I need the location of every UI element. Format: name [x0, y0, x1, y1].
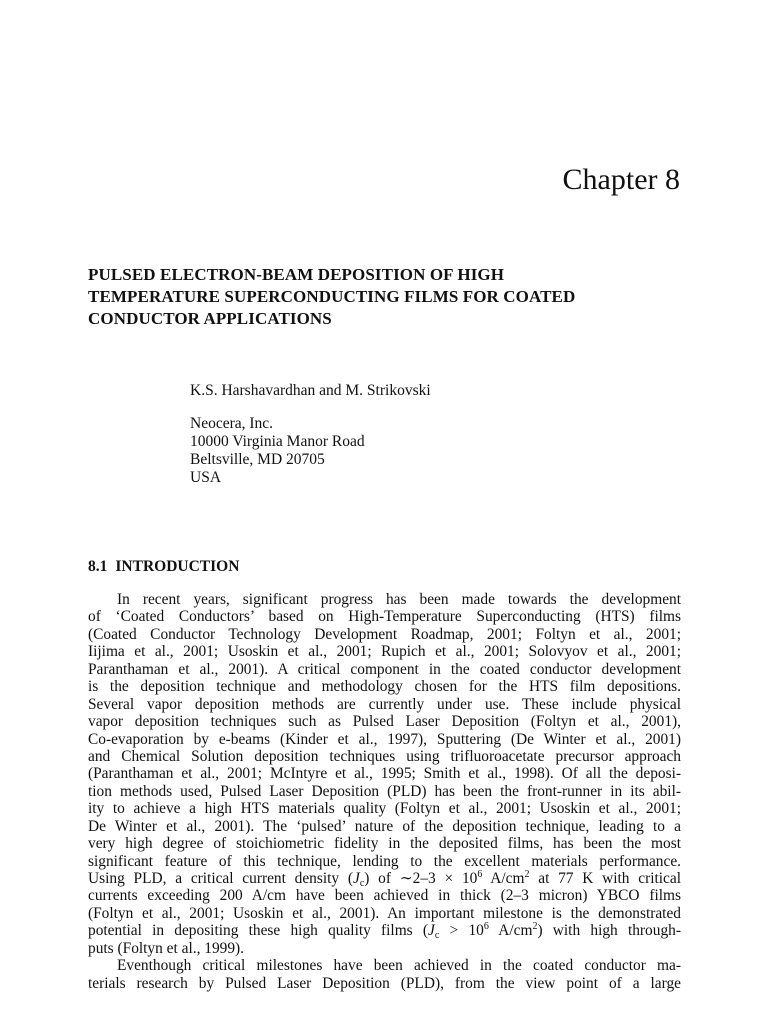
text-run: Using PLD, a critical current density ( — [88, 870, 353, 887]
chapter-title-line: TEMPERATURE SUPERCONDUCTING FILMS FOR COATED — [88, 287, 576, 306]
section-title: INTRODUCTION — [115, 558, 240, 575]
body-line: Co-evaporation by e-beams (Kinder et al., 1997), Sputtering (De Winter et al., 2001) — [88, 730, 681, 748]
body-line: Eventhough critical milestones have been achieved in the coated conductor ma- — [117, 957, 681, 975]
body-line: (Coated Conductor Technology Development Roadmap, 2001; Foltyn et al., 2001; — [88, 625, 681, 643]
chapter-label: Chapter 8 — [562, 163, 680, 196]
body-line: ity to achieve a high HTS materials quality (Foltyn et al., 2001; Usoskin et al., 2001; — [88, 800, 681, 818]
body-line: (Paranthaman et al., 2001; McIntyre et al., 1995; Smith et al., 1998). Of all the deposi- — [88, 765, 681, 783]
text-run: > 10 — [439, 922, 484, 940]
body-line: De Winter et al., 2001). The ‘pulsed’ nature of the deposition technique, leading to a — [88, 817, 681, 835]
authors: K.S. Harshavardhan and M. Strikovski — [190, 382, 431, 399]
body-line: very high degree of stoichiometric fidelity in the deposited films, has been the most — [88, 835, 681, 853]
body-line: (Foltyn et al., 2001; Usoskin et al., 2001). An important milestone is the demonstrated — [88, 904, 681, 922]
body-line: vapor deposition techniques such as Pulsed Laser Deposition (Foltyn et al., 2001), — [88, 713, 681, 731]
body-line-jc — [88, 870, 681, 887]
body-text — [88, 591, 681, 992]
subscript-c: c — [359, 878, 365, 889]
symbol-j: J — [353, 870, 360, 887]
body-line: currents exceeding 200 A/cm have been achieved in thick (2–3 micron) YBCO films — [88, 887, 681, 905]
chapter-title-line: PULSED ELECTRON-BEAM DEPOSITION OF HIGH — [88, 265, 505, 284]
affiliation-line: Neocera, Inc. — [190, 415, 274, 432]
body-line: of ‘Coated Conductors’ based on High-Temperature Superconducting (HTS) films — [88, 608, 681, 626]
superscript-exponent: 6 — [483, 921, 489, 933]
affiliation-line: 10000 Virginia Manor Road — [190, 433, 365, 450]
chapter-title — [88, 264, 688, 330]
body-line-potential — [88, 921, 681, 942]
text-run: A/cm — [482, 870, 525, 887]
text-run: at 77 K with critical — [529, 870, 681, 887]
text-run: A/cm — [488, 922, 533, 940]
superscript-exponent: 2 — [532, 921, 538, 933]
body-line: terials research by Pulsed Laser Deposition (PLD), from the view point of a large — [88, 974, 681, 992]
body-line: Paranthaman et al., 2001). A critical component in the coated conductor development — [88, 660, 681, 678]
affiliation-line: USA — [190, 469, 222, 486]
section-heading — [88, 558, 239, 576]
body-line: Iijima et al., 2001; Usoskin et al., 2001; Rupich et al., 2001; Solovyov et al., 2001; — [88, 643, 681, 661]
body-line: tion methods used, Pulsed Laser Deposition (PLD) has been the front-runner in its abil- — [88, 782, 681, 800]
body-line: significant feature of this technique, lending to the excellent materials performance. — [88, 852, 681, 870]
section-number: 8.1 — [88, 558, 108, 575]
text-run: potential in depositing these high quality films ( — [88, 922, 429, 940]
body-line: Several vapor deposition methods are currently under use. These include physical — [88, 695, 681, 713]
affiliation — [190, 415, 365, 487]
text-run: ) of ∼2–3 × 10 — [364, 870, 478, 887]
text-run: ) with high through- — [537, 922, 681, 940]
superscript-exponent: 2 — [524, 869, 530, 880]
body-line: puts (Foltyn et al., 1999). — [88, 939, 245, 957]
chapter-title-line: CONDUCTOR APPLICATIONS — [88, 309, 332, 328]
body-line: In recent years, significant progress has been made towards the development — [117, 591, 681, 608]
body-line: is the deposition technique and methodology chosen for the HTS film depositions. — [88, 678, 681, 696]
symbol-j: J — [428, 922, 435, 940]
subscript-c: c — [434, 930, 440, 942]
superscript-exponent: 6 — [477, 869, 483, 880]
body-line: and Chemical Solution deposition techniques using trifluoroacetate precursor approach — [88, 747, 681, 765]
affiliation-line: Beltsville, MD 20705 — [190, 451, 325, 468]
